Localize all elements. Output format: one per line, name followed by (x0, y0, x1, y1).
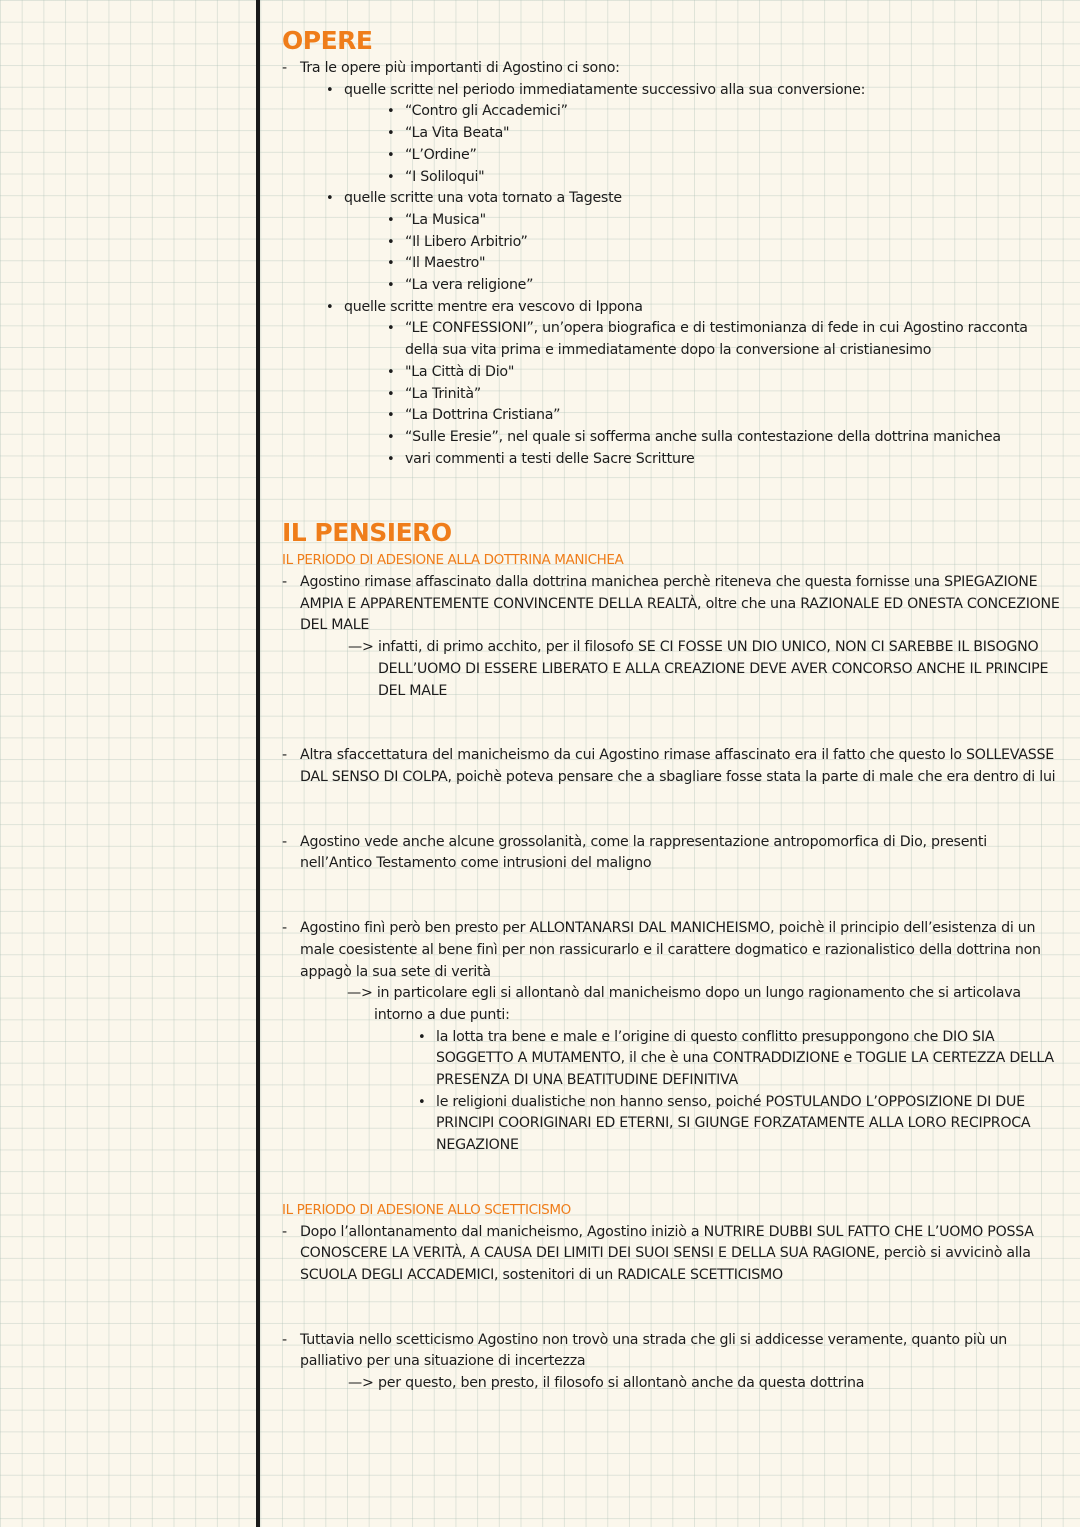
bullet-icon: • (387, 408, 395, 424)
list-item: • “Il Maestro" (282, 253, 1062, 275)
list-item: • “La vera religione” (282, 275, 1062, 297)
list-item: • “L’Ordine” (282, 145, 1062, 167)
paragraph-4: - Agostino finì però ben presto per ALLONTANARSI DAL MANICHEISMO, poichè il principio dell’esistenza di un male coesistente al bene finì per non rassicurarlo e il carattere dogmatico e razionalistico della dottrina non appagò la sua sete di verità (282, 920, 1041, 980)
bullet-icon: • (387, 429, 395, 445)
opere-intro: - Tra le opere più importanti di Agostino ci sono: (282, 58, 1062, 80)
dash-marker: - (282, 920, 287, 937)
notes-page (282, 24, 1062, 1395)
arrow-note-1: —> infatti, di primo acchito, per il filosofo SE CI FOSSE UN DIO UNICO, NON CI SAREBBE IL BISOGNO DELL’UOMO DI ESSERE LIBERATO E ALLA CREAZIONE DEVE AVER CONCORSO ANCHE IL PRINCIPE DEL MALE (348, 639, 1049, 699)
dash-marker: - (282, 1223, 287, 1240)
bullet-icon: • (387, 451, 395, 467)
bullet-icon: • (387, 234, 395, 250)
section-title-pensiero: IL PENSIERO (282, 518, 452, 548)
group-2-label: • quelle scritte una vota tornato a Tageste (282, 188, 1062, 210)
arrow-icon: —> (348, 1375, 374, 1392)
dash-marker: - (282, 747, 287, 764)
section-title-opere: OPERE (282, 26, 373, 55)
paragraph-3: - Agostino vede anche alcune grossolanità, come la rappresentazione antropomorfica di Dio, presenti nell’Antico Testamento come intrusioni del maligno (282, 833, 987, 872)
arrow-note-3: —> per questo, ben presto, il filosofo si allontanò anche da questa dottrina (282, 1373, 1062, 1395)
subsection-title-scetticismo: IL PERIODO DI ADESIONE ALLO SCETTICISMO (282, 1201, 571, 1218)
bullet-icon: • (326, 82, 334, 98)
list-item: • “La Vita Beata" (282, 123, 1062, 145)
bullet-icon: • (326, 191, 334, 207)
dash-marker: - (282, 833, 287, 850)
paragraph-1: - Agostino rimase affascinato dalla dottrina manichea perchè riteneva che questa fornisse una SPIEGAZIONE AMPIA E APPARENTEMENTE CONVINCENTE DELLA REALTÀ, oltre che una RAZIONALE ED ONESTA CONCEZIONE DEL MALE (282, 574, 1060, 634)
list-item: • “La Dottrina Cristiana” (282, 405, 1062, 427)
bullet-icon: • (418, 1094, 426, 1110)
paragraph-2: - Altra sfaccettatura del manicheismo da cui Agostino rimase affascinato era il fatto che questo lo SOLLEVASSE DAL SENSO DI COLPA, poichè poteva pensare che a sbagliare fosse stata la parte di male che era dentro di lui (282, 747, 1056, 785)
list-item: • le religioni dualistiche non hanno senso, poiché POSTULANDO L’OPPOSIZIONE DI DUE PRINCIPI COORIGINARI ED ETERNI, SI GIUNGE FORZATAMENTE ALLA LORO RECIPROCA NEGAZIONE (418, 1093, 1031, 1154)
list-item: • “La Trinità” (282, 384, 1062, 406)
arrow-icon: —> (347, 985, 373, 1002)
list-item: • “Sulle Eresie”, nel quale si sofferma anche sulla contestazione della dottrina manichea (282, 427, 1062, 449)
bullet-icon: • (418, 1029, 426, 1045)
margin-line (256, 0, 260, 1527)
subsection-title-manichea: IL PERIODO DI ADESIONE ALLA DOTTRINA MANICHEA (282, 552, 624, 569)
paragraph-5: - Dopo l’allontanamento dal manicheismo, Agostino iniziò a NUTRIRE DUBBI SUL FATTO CHE L’UOMO POSSA CONOSCERE LA VERITÀ, A CAUSA DEI LIMITI DEI SUOI SENSI E DELLA SUA RAGIONE, perciò si avvicinò alla SCUOLA DEGLI ACCADEMICI, sostenitori di un RADICALE SCETTICISMO (282, 1223, 1034, 1283)
bullet-icon: • (387, 169, 395, 185)
bullet-icon: • (387, 386, 395, 402)
dash-marker: - (282, 60, 287, 76)
list-item: • “La Musica" (282, 210, 1062, 232)
dash-marker: - (282, 1331, 287, 1348)
group-1-label: • quelle scritte nel periodo immediatamente successivo alla sua conversione: (282, 80, 1062, 102)
bullet-icon: • (387, 126, 395, 142)
bullet-icon: • (387, 278, 395, 294)
group-3-label: • quelle scritte mentre era vescovo di Ippona (282, 297, 1062, 319)
paragraph-6: - Tuttavia nello scetticismo Agostino non trovò una strada che gli si addicesse veramente, quanto più un palliativo per una situazione di incertezza (282, 1331, 1008, 1370)
list-item: • "La Città di Dio" (282, 362, 1062, 384)
dash-marker: - (282, 574, 287, 591)
bullet-icon: • (387, 364, 395, 380)
bullet-icon: • (387, 212, 395, 228)
list-item: • la lotta tra bene e male e l’origine di questo conflitto presuppongono che DIO SIA SOGGETTO A MUTAMENTO, il che è una CONTRADDIZIONE e TOGLIE LA CERTEZZA DELLA PRESENZA DI UNA BEATITUDINE DEFINITIVA (418, 1028, 1054, 1089)
bullet-icon: • (387, 256, 395, 272)
list-item: • vari commenti a testi delle Sacre Scritture (282, 449, 1062, 471)
bullet-icon: • (387, 147, 395, 163)
arrow-icon: —> (348, 639, 374, 656)
list-item: • “LE CONFESSIONI”, un’opera biografica e di testimonianza di fede in cui Agostino racconta della sua vita prima e immediatamente dopo la conversione al cristianesimo (387, 320, 1028, 359)
list-item: • “I Soliloqui" (282, 167, 1062, 189)
arrow-note-2: —> in particolare egli si allontanò dal manicheismo dopo un lungo ragionamento che si articolava intorno a due punti: (347, 985, 1021, 1023)
list-item: • “Il Libero Arbitrio” (282, 232, 1062, 254)
bullet-icon: • (387, 321, 395, 337)
bullet-icon: • (387, 104, 395, 120)
bullet-icon: • (326, 299, 334, 315)
list-item: • “Contro gli Accademici” (282, 101, 1062, 123)
